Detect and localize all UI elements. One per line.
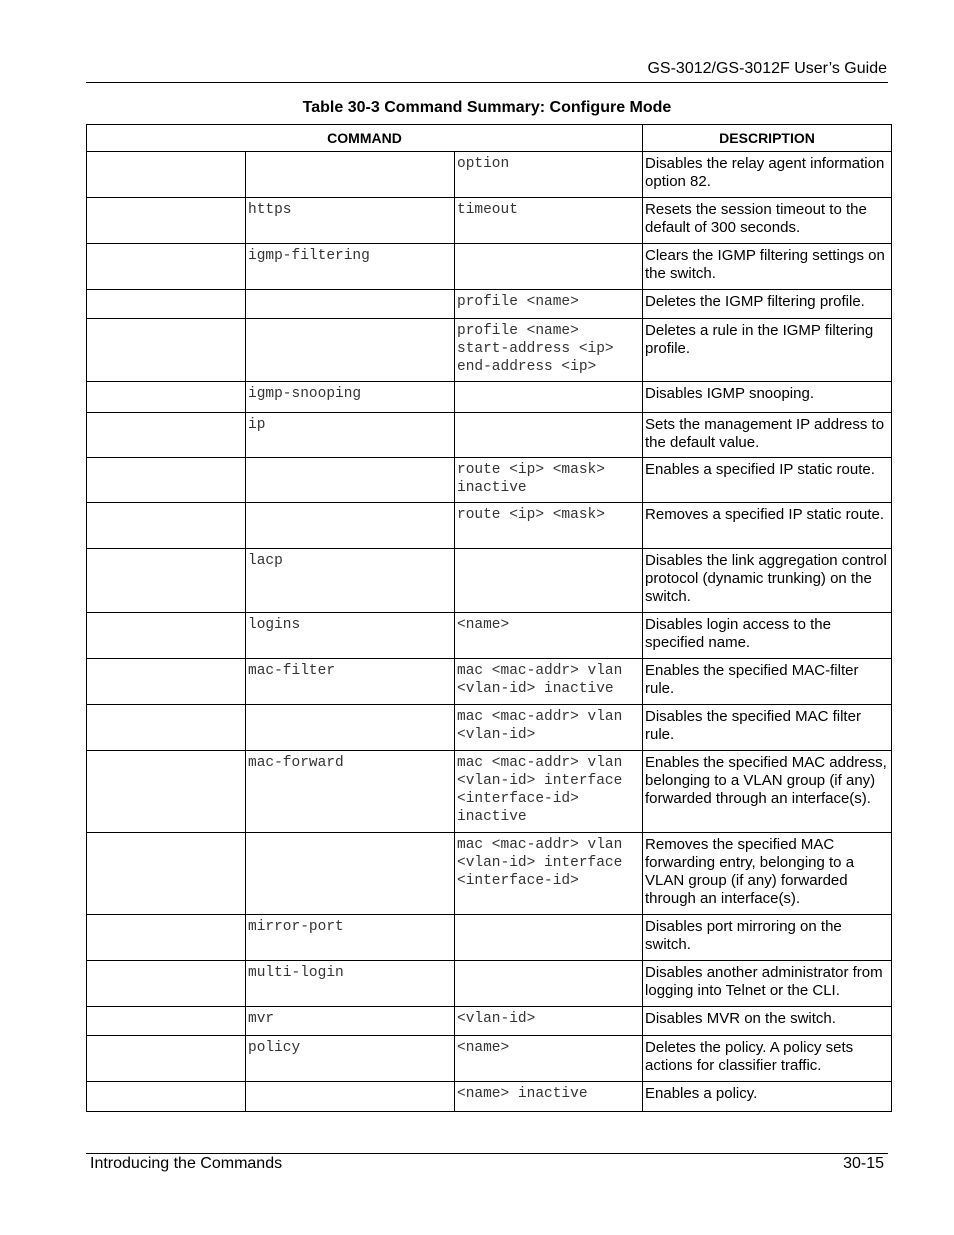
table-row <box>87 458 892 503</box>
command-level-2-cell: mirror-port <box>246 915 455 961</box>
column-header-command: COMMAND <box>87 125 643 152</box>
table-header-row <box>87 125 892 152</box>
header-divider <box>86 82 888 83</box>
command-level-1-cell <box>87 833 246 915</box>
command-level-2-cell: mac-forward <box>246 751 455 833</box>
command-level-2-cell: lacp <box>246 549 455 613</box>
command-argument-cell <box>455 961 643 1007</box>
table-row <box>87 503 892 549</box>
command-level-2-cell: policy <box>246 1036 455 1082</box>
description-cell: Disables port mirroring on the switch. <box>643 915 892 961</box>
command-level-2-cell: igmp-filtering <box>246 244 455 290</box>
command-argument-cell: mac <mac-addr> vlan <vlan-id> <box>455 705 643 751</box>
description-cell: Enables a policy. <box>643 1082 892 1112</box>
command-argument-cell: route <ip> <mask> <box>455 503 643 549</box>
command-argument-cell: mac <mac-addr> vlan <vlan-id> inactive <box>455 659 643 705</box>
command-argument-cell <box>455 915 643 961</box>
command-argument-cell <box>455 244 643 290</box>
description-cell: Removes a specified IP static route. <box>643 503 892 549</box>
command-level-2-cell: ip <box>246 413 455 458</box>
table-row <box>87 1082 892 1112</box>
command-argument-cell: <name> inactive <box>455 1082 643 1112</box>
table-row <box>87 705 892 751</box>
command-argument-cell: mac <mac-addr> vlan <vlan-id> interface <interface-id> <box>455 833 643 915</box>
footer-page-number: 30-15 <box>843 1155 884 1172</box>
table-row <box>87 244 892 290</box>
command-level-1-cell <box>87 613 246 659</box>
table-row <box>87 613 892 659</box>
description-cell: Disables login access to the specified name. <box>643 613 892 659</box>
command-argument-cell: profile <name> start-address <ip> end-address <ip> <box>455 319 643 382</box>
command-level-2-cell: igmp-snooping <box>246 382 455 413</box>
command-level-1-cell <box>87 705 246 751</box>
command-level-1-cell <box>87 290 246 319</box>
command-level-1-cell <box>87 458 246 503</box>
command-level-2-cell <box>246 290 455 319</box>
command-level-1-cell <box>87 319 246 382</box>
command-level-2-cell <box>246 705 455 751</box>
command-level-2-cell: logins <box>246 613 455 659</box>
description-cell: Disables another administrator from logging into Telnet or the CLI. <box>643 961 892 1007</box>
description-cell: Enables the specified MAC-filter rule. <box>643 659 892 705</box>
document-header-title: GS-3012/GS-3012F User’s Guide <box>647 60 887 77</box>
description-cell: Deletes the policy. A policy sets actions for classifier traffic. <box>643 1036 892 1082</box>
command-level-2-cell: multi-login <box>246 961 455 1007</box>
command-level-1-cell <box>87 382 246 413</box>
command-argument-cell: route <ip> <mask> inactive <box>455 458 643 503</box>
command-argument-cell: timeout <box>455 198 643 244</box>
table-caption: Table 30-3 Command Summary: Configure Mode <box>302 99 672 116</box>
table-row <box>87 915 892 961</box>
command-argument-cell <box>455 549 643 613</box>
description-cell: Removes the specified MAC forwarding entry, belonging to a VLAN group (if any) forwarded through an interface(s). <box>643 833 892 915</box>
description-cell: Enables a specified IP static route. <box>643 458 892 503</box>
command-level-1-cell <box>87 198 246 244</box>
command-level-1-cell <box>87 1082 246 1112</box>
command-level-1-cell <box>87 961 246 1007</box>
command-level-1-cell <box>87 1007 246 1036</box>
footer-section-title: Introducing the Commands <box>90 1155 283 1172</box>
table-row <box>87 413 892 458</box>
table-row <box>87 198 892 244</box>
table-row <box>87 290 892 319</box>
command-level-2-cell: mac-filter <box>246 659 455 705</box>
command-argument-cell: mac <mac-addr> vlan <vlan-id> interface <interface-id> inactive <box>455 751 643 833</box>
command-level-2-cell <box>246 458 455 503</box>
table-row <box>87 833 892 915</box>
description-cell: Disables IGMP snooping. <box>643 382 892 413</box>
description-cell: Resets the session timeout to the default of 300 seconds. <box>643 198 892 244</box>
description-cell: Deletes the IGMP filtering profile. <box>643 290 892 319</box>
description-cell: Disables the specified MAC filter rule. <box>643 705 892 751</box>
description-cell: Enables the specified MAC address, belonging to a VLAN group (if any) forwarded through an interface(s). <box>643 751 892 833</box>
command-level-2-cell <box>246 1082 455 1112</box>
command-level-2-cell <box>246 833 455 915</box>
command-level-1-cell <box>87 152 246 198</box>
description-cell: Disables the relay agent information option 82. <box>643 152 892 198</box>
command-argument-cell: profile <name> <box>455 290 643 319</box>
table-row <box>87 152 892 198</box>
command-argument-cell <box>455 382 643 413</box>
table-row <box>87 659 892 705</box>
command-level-1-cell <box>87 1036 246 1082</box>
command-level-2-cell: https <box>246 198 455 244</box>
description-cell: Sets the management IP address to the default value. <box>643 413 892 458</box>
table-row <box>87 751 892 833</box>
description-cell: Disables MVR on the switch. <box>643 1007 892 1036</box>
description-cell: Disables the link aggregation control protocol (dynamic trunking) on the switch. <box>643 549 892 613</box>
command-level-2-cell: mvr <box>246 1007 455 1036</box>
table-row <box>87 319 892 382</box>
table-row <box>87 961 892 1007</box>
command-level-1-cell <box>87 915 246 961</box>
command-level-1-cell <box>87 549 246 613</box>
description-cell: Deletes a rule in the IGMP filtering profile. <box>643 319 892 382</box>
description-cell: Clears the IGMP filtering settings on the switch. <box>643 244 892 290</box>
command-argument-cell: <name> <box>455 613 643 659</box>
command-argument-cell: <name> <box>455 1036 643 1082</box>
command-level-1-cell <box>87 751 246 833</box>
table-row <box>87 1036 892 1082</box>
column-header-description: DESCRIPTION <box>643 125 892 152</box>
command-level-2-cell <box>246 152 455 198</box>
table-row <box>87 382 892 413</box>
command-summary-table <box>86 124 892 1112</box>
footer-divider <box>86 1153 888 1154</box>
command-level-1-cell <box>87 413 246 458</box>
command-argument-cell: <vlan-id> <box>455 1007 643 1036</box>
table-row <box>87 549 892 613</box>
command-argument-cell <box>455 413 643 458</box>
command-level-1-cell <box>87 503 246 549</box>
command-argument-cell: option <box>455 152 643 198</box>
command-level-2-cell <box>246 503 455 549</box>
command-level-1-cell <box>87 659 246 705</box>
command-level-2-cell <box>246 319 455 382</box>
command-level-1-cell <box>87 244 246 290</box>
table-row <box>87 1007 892 1036</box>
